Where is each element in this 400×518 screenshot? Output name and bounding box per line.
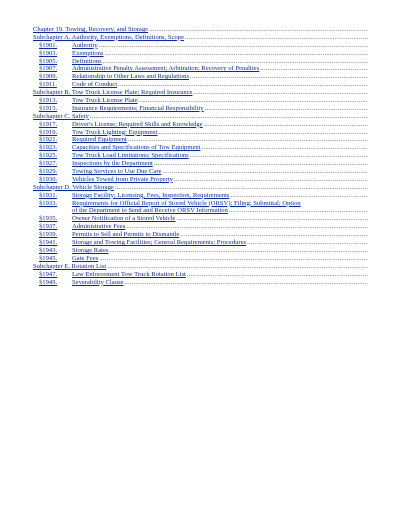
toc-section-row[interactable]: [33, 136, 368, 144]
section-number-link[interactable]: §1935.: [39, 215, 58, 223]
section-number-link[interactable]: §1911.: [39, 81, 57, 89]
section-title-link[interactable]: Gate Fees: [72, 254, 99, 262]
toc-section-row[interactable]: [33, 215, 368, 223]
toc-section-row[interactable]: [33, 168, 368, 176]
dot-leader: [103, 58, 368, 66]
toc-section-row[interactable]: [33, 144, 368, 152]
section-number-link[interactable]: §1901.: [39, 41, 58, 49]
toc-section-continuation-row[interactable]: [33, 207, 368, 215]
section-title-link[interactable]: Administrative Fees: [72, 223, 126, 231]
subchapter-link[interactable]: Subchapter E. Rotation List: [33, 262, 107, 270]
section-title-link[interactable]: Towing Services to Use Due Care: [72, 168, 162, 176]
section-title-link[interactable]: Inspections by the Department: [72, 160, 153, 168]
chapter-link[interactable]: Chapter 19. Towing, Recovery, and Storage: [33, 26, 149, 33]
section-number-link[interactable]: §1903.: [39, 49, 58, 57]
section-title-link[interactable]: Exemptions: [72, 49, 104, 57]
dot-leader: [99, 255, 368, 263]
section-number-link[interactable]: §1931.: [39, 191, 58, 199]
toc-body: [33, 34, 368, 287]
dot-leader: [190, 152, 368, 160]
table-of-contents: [33, 26, 368, 286]
section-title-link[interactable]: Storage Facility; Licensing, Fees, Inspection, Requirements: [72, 191, 230, 199]
toc-section-row[interactable]: [33, 247, 368, 255]
section-title-link[interactable]: Requirements for Official Report of Stored Vehicle (ORSV); Filing; Submittal; Option: [72, 199, 301, 207]
dot-leader: [202, 144, 368, 152]
toc-section-row[interactable]: [33, 176, 368, 184]
section-title-link[interactable]: Tow Truck Load Limitations; Specifications: [72, 152, 189, 160]
section-title-continuation-link[interactable]: of the Department to Send and Receive ORSV Information: [72, 207, 228, 215]
section-number-link[interactable]: §1925.: [39, 152, 58, 160]
toc-section-row[interactable]: [33, 200, 368, 208]
section-number-link[interactable]: §1913.: [39, 97, 58, 105]
toc-subchapter-row[interactable]: [33, 113, 368, 121]
dot-leader: [247, 239, 368, 247]
toc-section-row[interactable]: [33, 42, 368, 50]
toc-section-row[interactable]: [33, 65, 368, 73]
dot-leader: [90, 113, 368, 121]
section-title-link[interactable]: Vehicles Towed from Private Property: [72, 175, 173, 183]
section-number-link[interactable]: §1909.: [39, 73, 58, 81]
dot-leader: [180, 231, 368, 239]
section-number-link[interactable]: §1933.: [39, 199, 58, 207]
section-title-link[interactable]: Law Enforcement Tow Truck Rotation List: [72, 270, 186, 278]
toc-section-row[interactable]: [33, 239, 368, 247]
section-number-link[interactable]: §1915.: [39, 104, 58, 112]
section-number-link[interactable]: §1943.: [39, 246, 58, 254]
toc-subchapter-row[interactable]: [33, 89, 368, 97]
dot-leader: [158, 129, 368, 137]
subchapter-link[interactable]: Subchapter C. Safety: [33, 112, 89, 120]
section-title-link[interactable]: Insurance Requirements; Financial Responsibility: [72, 104, 204, 112]
dot-leader: [126, 223, 368, 231]
dot-leader: [205, 105, 368, 113]
section-title-link[interactable]: Required Equipment: [72, 136, 127, 144]
dot-leader: [185, 34, 368, 42]
section-title-link[interactable]: Tow Truck License Plate: [72, 97, 138, 105]
dot-leader: [128, 136, 368, 144]
section-number-link[interactable]: §1919.: [39, 128, 58, 136]
section-number-link[interactable]: §1937.: [39, 223, 58, 231]
section-number-link[interactable]: §1907.: [39, 65, 58, 73]
dot-leader: [107, 263, 368, 271]
section-title-link[interactable]: Tow Truck Lighting; Equipment: [72, 128, 158, 136]
dot-leader: [105, 50, 368, 58]
toc-section-row[interactable]: [33, 279, 368, 287]
section-number-link[interactable]: §1939.: [39, 231, 58, 239]
section-title-link[interactable]: Severability Clause: [72, 278, 124, 286]
toc-section-row[interactable]: [33, 81, 368, 89]
dot-leader: [193, 89, 368, 97]
dot-leader: [154, 160, 368, 168]
section-title-link[interactable]: Permits to Sell and Permits to Dismantle: [72, 231, 180, 239]
section-title-link[interactable]: Storage and Towing Facilities; General Requirements; Procedures: [72, 239, 247, 247]
dot-leader: [124, 279, 368, 287]
section-number-link[interactable]: §1921.: [39, 136, 58, 144]
dot-leader: [109, 247, 368, 255]
toc-chapter-row[interactable]: [33, 26, 368, 34]
section-number-link[interactable]: §1927.: [39, 160, 58, 168]
section-title-link[interactable]: Storage Rates: [72, 246, 109, 254]
section-number-link[interactable]: §1949.: [39, 278, 58, 286]
dot-leader: [174, 176, 368, 184]
toc-section-row[interactable]: [33, 192, 368, 200]
dot-leader: [190, 73, 368, 81]
section-title-link[interactable]: Owner Notification of a Stored Vehicle: [72, 215, 176, 223]
section-title-link[interactable]: Code of Conduct: [72, 81, 118, 89]
section-title-link[interactable]: Authority: [72, 41, 98, 49]
toc-section-row[interactable]: [33, 152, 368, 160]
dot-leader: [162, 168, 368, 176]
section-number-link[interactable]: §1930.: [39, 175, 58, 183]
toc-section-row[interactable]: [33, 97, 368, 105]
dot-leader: [139, 97, 368, 105]
subchapter-link[interactable]: Subchapter A. Authority, Exemptions, Definitions, Scope: [33, 33, 185, 41]
toc-section-row[interactable]: [33, 121, 368, 129]
section-number-link[interactable]: §1923.: [39, 144, 58, 152]
toc-section-row[interactable]: [33, 105, 368, 113]
dot-leader: [260, 65, 368, 73]
toc-section-row[interactable]: [33, 271, 368, 279]
toc-section-row[interactable]: [33, 231, 368, 239]
toc-section-row[interactable]: [33, 160, 368, 168]
section-number-link[interactable]: §1941.: [39, 239, 58, 247]
toc-subchapter-row[interactable]: [33, 34, 368, 42]
dot-leader: [149, 26, 368, 34]
dot-leader: [99, 42, 368, 50]
section-number-link[interactable]: §1945.: [39, 254, 58, 262]
subchapter-link[interactable]: Subchapter B. Tow Truck License Plate; Required Insurance: [33, 89, 193, 97]
subchapter-link[interactable]: Subchapter D. Vehicle Storage: [33, 183, 114, 191]
toc-section-row[interactable]: [33, 50, 368, 58]
dot-leader: [187, 271, 368, 279]
section-title-link[interactable]: Administrative Penalty Assessment; Arbitration; Recovery of Penalties: [72, 65, 260, 73]
dot-leader: [230, 192, 368, 200]
toc-section-row[interactable]: [33, 255, 368, 263]
section-number-link[interactable]: §1917.: [39, 120, 58, 128]
section-title-link[interactable]: Relationship to Other Laws and Regulations: [72, 73, 190, 81]
section-title-link[interactable]: Definitions: [72, 57, 102, 65]
dot-leader: [204, 121, 368, 129]
dot-leader: [118, 81, 368, 89]
dot-leader: [176, 215, 368, 223]
toc-subchapter-row[interactable]: [33, 184, 368, 192]
section-title-link[interactable]: Capacities and Specifications of Tow Equipment: [72, 144, 201, 152]
section-number-link[interactable]: §1905.: [39, 57, 58, 65]
section-title-link[interactable]: Driver's License; Required Skills and Knowledge: [72, 120, 203, 128]
dot-leader: [229, 207, 368, 215]
toc-section-row[interactable]: [33, 129, 368, 137]
toc-section-row[interactable]: [33, 73, 368, 81]
section-number-link[interactable]: §1947.: [39, 270, 58, 278]
section-number-link[interactable]: §1929.: [39, 168, 58, 176]
toc-section-row[interactable]: [33, 223, 368, 231]
toc-section-row[interactable]: [33, 58, 368, 66]
toc-subchapter-row[interactable]: [33, 263, 368, 271]
dot-leader: [115, 184, 368, 192]
